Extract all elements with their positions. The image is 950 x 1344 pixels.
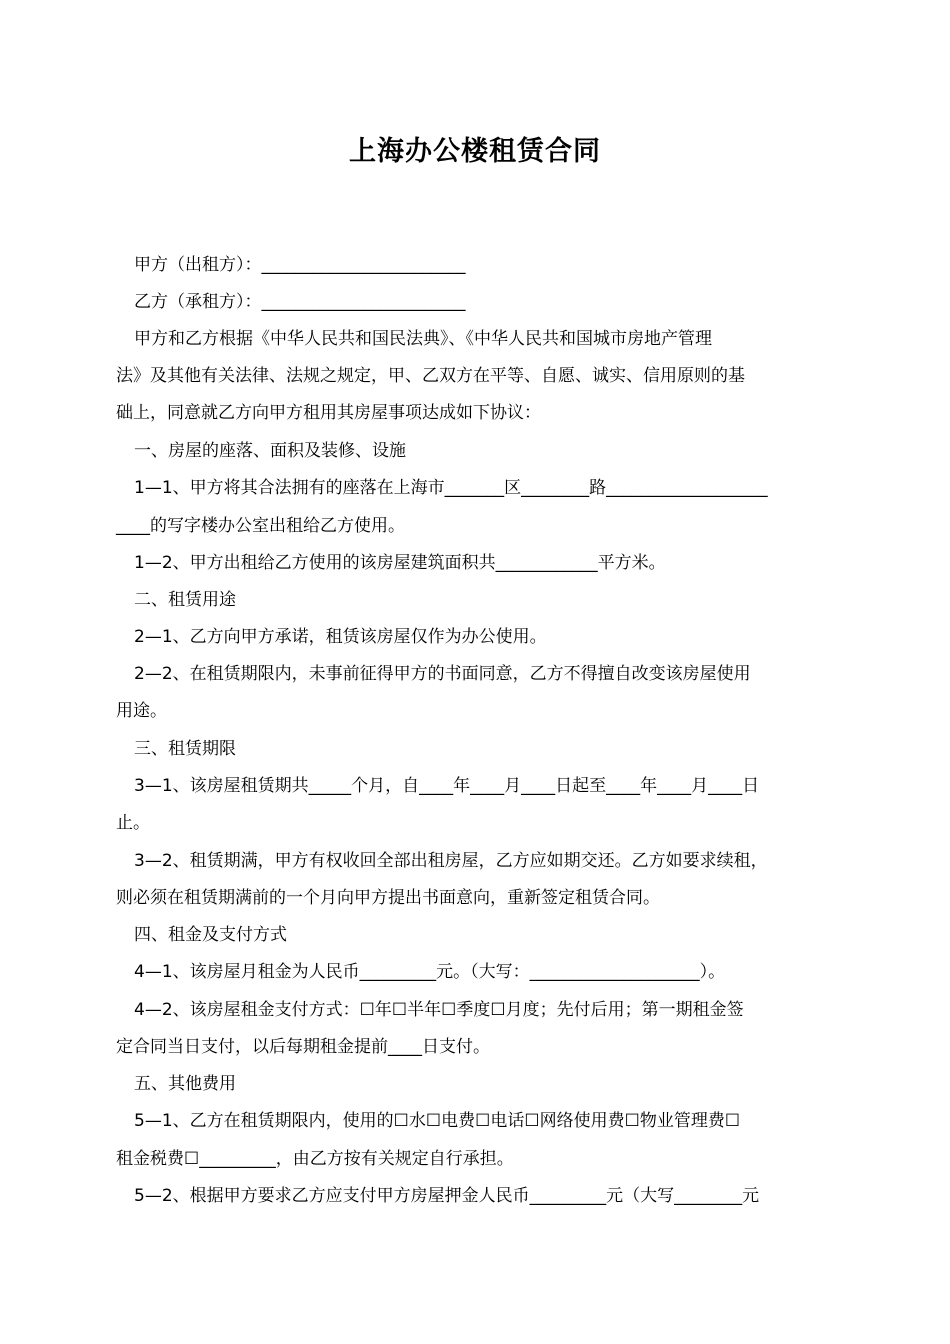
paragraph-line: 止。 [116, 813, 150, 833]
paragraph-line: ____的写字楼办公室出租给乙方使用。 [116, 516, 405, 536]
paragraph-line: 2—2、在租赁期限内，未事前征得甲方的书面同意，乙方不得擅自改变该房屋使用 [134, 664, 751, 684]
section-heading: 二、租赁用途 [134, 590, 236, 610]
paragraph-line: 1—1、甲方将其合法拥有的座落在上海市_______区________路___________________ [134, 478, 768, 498]
paragraph-line: 定合同当日支付，以后每期租金提前____日支付。 [116, 1037, 490, 1057]
section-heading: 一、房屋的座落、面积及装修、设施 [134, 441, 406, 461]
paragraph-line: 5—1、乙方在租赁期限内，使用的☐水☐电费☐电话☐网络使用费☐物业管理费☐ [134, 1111, 741, 1131]
paragraph-line: 2—1、乙方向甲方承诺，租赁该房屋仅作为办公使用。 [134, 627, 547, 647]
paragraph-line: 甲方（出租方）：________________________ [134, 255, 466, 275]
section-heading: 五、其他费用 [134, 1074, 236, 1094]
paragraph-line: 则必须在租赁期满前的一个月向甲方提出书面意向，重新签定租赁合同。 [116, 888, 660, 908]
paragraph-line: 法》及其他有关法律、法规之规定，甲、乙双方在平等、自愿、诚实、信用原则的基 [116, 366, 745, 386]
paragraph-line: 1—2、甲方出租给乙方使用的该房屋建筑面积共____________平方米。 [134, 553, 666, 573]
paragraph-line: 5—2、根据甲方要求乙方应支付甲方房屋押金人民币_________元（大写________元 [134, 1186, 760, 1206]
paragraph-line: 3—1、该房屋租赁期共_____个月，自____年____月____日起至____年____月____日 [134, 776, 760, 796]
paragraph-line: 用途。 [116, 701, 167, 721]
section-heading: 三、租赁期限 [134, 739, 236, 759]
document-title: 上海办公楼租赁合同 [349, 136, 601, 167]
paragraph-line: 甲方和乙方根据《中华人民共和国民法典》、《中华人民共和国城市房地产管理 [134, 329, 712, 349]
paragraph-line: 租金税费☐_________，由乙方按有关规定自行承担。 [116, 1149, 514, 1169]
section-heading: 四、租金及支付方式 [134, 925, 287, 945]
paragraph-line: 乙方（承租方）：________________________ [134, 292, 466, 312]
paragraph-line: 4—1、该房屋月租金为人民币_________元。（大写：____________________）。 [134, 962, 726, 982]
paragraph-line: 4—2、该房屋租金支付方式：☐年☐半年☐季度☐月度；先付后用；第一期租金签 [134, 1000, 744, 1020]
paragraph-line: 3—2、租赁期满，甲方有权收回全部出租房屋，乙方应如期交还。乙方如要求续租， [134, 851, 768, 871]
paragraph-line: 础上，同意就乙方向甲方租用其房屋事项达成如下协议： [116, 403, 541, 423]
